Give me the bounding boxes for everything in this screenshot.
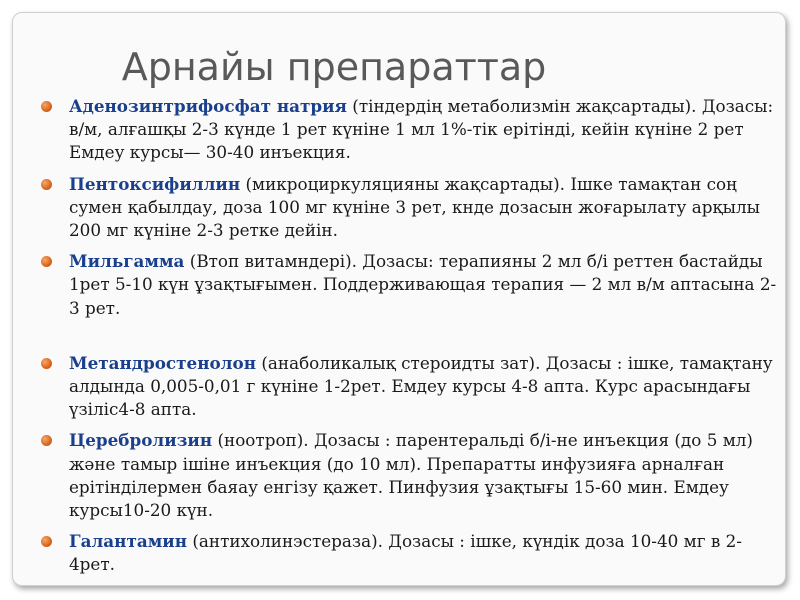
drug-name: Церебролизин <box>69 430 213 451</box>
list-item <box>41 250 781 320</box>
drug-name: Пентоксифиллин <box>69 173 241 194</box>
drug-name: Аденозинтрифосфат натрия <box>69 96 347 116</box>
drug-name: Метандростенолон <box>69 352 256 373</box>
drug-name: Галантамин <box>69 531 188 552</box>
list-item <box>41 95 781 165</box>
list-item <box>41 173 781 243</box>
list-item <box>41 530 781 576</box>
drug-name: Мильгамма <box>69 251 185 272</box>
slide-title: Арнайы препараттар <box>121 45 547 89</box>
drug-description: (анаболикалық стероидты зат). Дозасы : ішке, тамақтану алдында 0,005-0,01 г күніне 1-2рет. Емдеу курсы 4-8 апта. Курс арасындағы үзіліс4-8 апта. <box>69 352 773 420</box>
bullet-icon <box>41 256 52 267</box>
drug-description: (Втоп витамндері). Дозасы: терапияны 2 мл б/і реттен бастайды 1рет 5-10 күн ұзақтығымен. Поддерживающая терапия — 2 мл в/м аптасына 2-3 рет. <box>69 251 777 318</box>
bullet-icon <box>41 101 52 112</box>
drug-description: (антихолинэстераза). Дозасы : ішке, күндік доза 10-40 мг в 2-4рет. <box>69 531 742 575</box>
bullet-icon <box>41 358 52 369</box>
bullet-icon <box>41 179 52 190</box>
drug-description: (тіндердің метаболизмін жақсартады). Дозасы: в/м, алғашқы 2-3 күнде 1 рет күніне 1 мл 1%-тік ерітінді, кейін күніне 2 рет Емдеу курсы— 30-40 инъекция. <box>69 96 774 163</box>
bullet-icon <box>41 435 52 446</box>
bullet-icon <box>41 536 52 547</box>
drug-description: (микроциркуляцияны жақсартады). Ішке тамақтан соң сумен қабылдау, доза 100 мг күніне 3 рет, кнде дозасын жоғарылату арқылы 200 мг күніне 2-3 ретке дейін. <box>69 173 761 241</box>
list-item <box>41 429 781 522</box>
slide <box>12 12 786 586</box>
drug-description: (ноотроп). Дозасы : парентеральді б/і-не инъекция (до 5 мл) және тамыр ішіне инъекция (до 10 мл). Препаратты инфузияға арналған ерітінділермен баяау енгізу қажет. Пинфузия ұзақтығы 15-60 мин. Емдеу курсы10-20 күн. <box>69 430 753 521</box>
drug-list <box>41 95 781 585</box>
list-item <box>41 352 781 422</box>
